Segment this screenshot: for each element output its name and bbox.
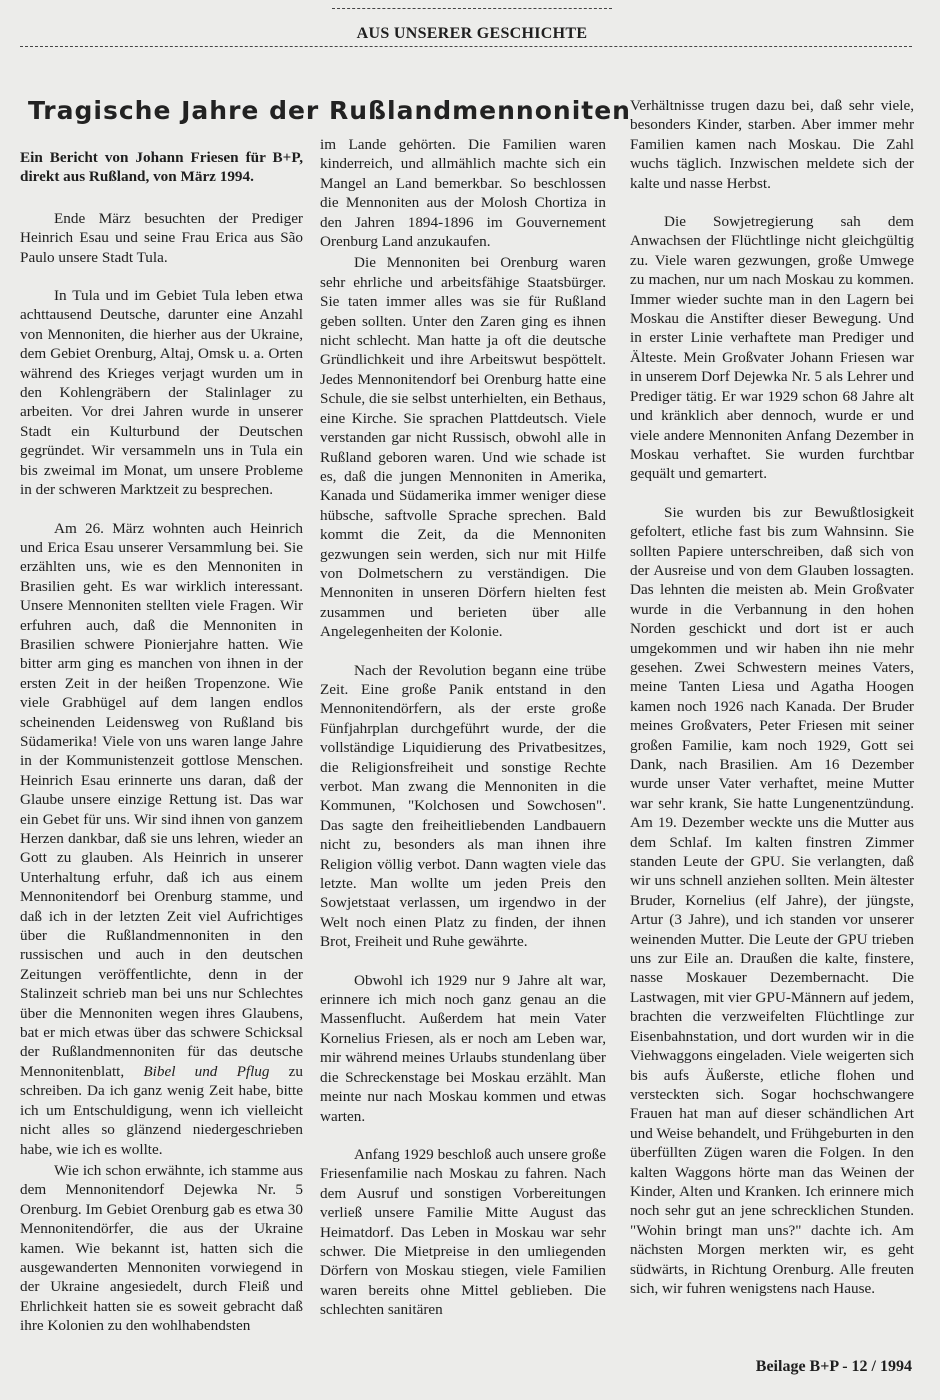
article-subtitle: Ein Bericht von Johann Friesen für B+P, direkt aus Rußland, von März 1994.: [20, 149, 303, 186]
paragraph-text: Am 26. März wohnten auch Heinrich und Erica Esau unserer Versammlung bei. Sie erzählten uns, wie es den Mennoniten in Brasilien geht. Es war wirklich interessant. Unsere Mennoniten stellten viele Fragen. Wir erfuhren auch, daß die Mennoniten in Brasilien schwere Pionierjahre hatten. Wie bitter arm ging es manchen von ihnen in der ersten Zeit in der heißen Tropenzone. Wie viele Grabhügel auf dem langen endlos scheinenden Leidensweg von Rußland bis Südamerika! Viele von uns waren lange Jahre in der Kommunistenzeit gottlose Menschen. Heinrich Esau erinnerte uns daran, daß der Glaube unsere einzige Rettung ist. Das war ein Gebet für uns. Wir sind ihnen von ganzem Herzen dankbar, daß sie uns lehren, wieder an Gott zu glauben. Als Heinrich in unserer Unterhaltung erfuhr, daß ich aus einem Mennonitendorf bei Orenburg stamme, und daß ich in der letzten Zeit viel Aufrichtiges über die Rußlandmennoniten in den russischen und auch in den deutschen Zeitungen veröffentlichte, denn in der Stalinzeit schrieb man bei uns nur Schlechtes über die Mennoniten wegen ihres Glaubens, bat er mich etwas über das schwere Schicksal der Rußlandmennoniten für das deutsche Mennonitenblatt,: [20, 519, 303, 1080]
article-title: Tragische Jahre der Rußlandmennoniten: [28, 96, 631, 125]
section-header: [332, 8, 612, 46]
column-1: [20, 148, 303, 1336]
paragraph: Ende März besuchten der Prediger Heinrich Esau und seine Frau Erica aus São Paulo unsere Stadt Tula.: [20, 209, 303, 266]
paragraph: [20, 519, 303, 1159]
paragraph: Nach der Revolution begann eine trübe Zeit. Eine große Panik entstand in den Mennonitendörfern, als der erste große Fünfjahrplan durchgeführt wurde, der die vollständige Liquidierung des Privatbesitzes, die Religionsfreiheit und sonstige Rechte verbot. Man zwang die Mennoniten in die Kommunen, "Kolchosen und Sowchosen". Das sagte den freiheitliebenden Landbauern nicht zu, besonders als man ihnen ihre Religion völlig verbot. Dann wagten viele das letzte. Man wollte um jeden Preis den Sowjetstaat verlassen, um irgendwo in der Welt noch einen Platz zu finden, der ihnen Brot, Freiheit und Ruhe gewährte.: [320, 661, 606, 951]
paragraph: im Lande gehörten. Die Familien waren kinderreich, und allmählich machte sich ein Mangel an Land bemerkbar. So beschlossen die Mennoniten aus der Molosh Chortiza in den Jahren 1894-1896 im Gouvernement Orenburg Land anzukaufen.: [320, 136, 606, 251]
paragraph-text: zu schreiben. Da ich ganz wenig Zeit habe, bitte ich um Entschuldigung, wenn ich vielleicht nicht alles so glänzend niedergeschrieben habe, wie ich es wollte.: [20, 1062, 304, 1158]
paragraph: Die Sowjetregierung sah dem Anwachsen der Flüchtlinge nicht gleichgültig zu. Viele waren gezwungen, große Umwege zu machen, nur um nach Moskau zu kommen. Immer wieder suchte man in den Lagern bei Moskau die Anstifter dieser Bewegung. Und in erster Linie verhaftete man Prediger und Älteste. Mein Großvater Johann Friesen war in unserem Dorf Dejewka Nr. 5 als Lehrer und Prediger tätig. Er war 1929 schon 68 Jahre alt und kränklich aber dennoch, wurde er und viele andere Mennoniten Anfang Dezember in Moskau verhaftet. Sie wurden furchtbar gequält und gemartert.: [630, 213, 914, 483]
header-bottom-rule: [20, 46, 912, 47]
paragraph: Verhältnisse trugen dazu bei, daß sehr viele, besonders Kinder, starben. Aber immer mehr Familien kamen nach Moskau. Die Zahl wuchs täglich. Inzwischen meldete sich der kalte und nasse Herbst.: [630, 97, 914, 192]
page-footer: Beilage B+P - 12 / 1994: [755, 1358, 912, 1375]
section-title: AUS UNSERER GESCHICHTE: [356, 25, 588, 42]
column-2: [320, 135, 606, 1320]
paragraph: Obwohl ich 1929 nur 9 Jahre alt war, erinnere ich mich noch ganz genau an die Massenflucht. Außerdem hat mein Vater Kornelius Friesen, als er noch am Leben war, mir während meines Urlaubs stundenlang über die Schreckenstage bei Moskau erzählt. Man meinte nur nach Moskau kommen und etwas warten.: [320, 971, 606, 1125]
header-top-rule: [332, 8, 612, 9]
paragraph: Die Mennoniten bei Orenburg waren sehr ehrliche und arbeitsfähige Staatsbürger. Sie taten immer alles was sie für Rußland geben sollten. Unter den Zaren ging es ihnen nicht schlecht. Man hatte ja oft die deutsche Gründlichkeit und ihre Arbeitswut bespöttelt. Jedes Mennonitendorf bei Orenburg hatte eine Schule, die sie selbst unterhielten, ein Bethaus, eine Kirche. Sie sprachen Plattdeutsch. Viele verstanden gar nicht Russisch, obwohl alle in Rußland geboren waren. Und wie schade ist es, daß die jungen Mennoniten in Amerika, Kanada und Südamerika immer weniger diese hübsche, saftvolle Sprache sprechen. Bald kommt die Zeit, da die Mennoniten gezwungen sein werden, sich nur mit Hilfe von Dolmetschern zu verständigen. Die Mennoniten in unseren Dörfern hielten fest zusammen und berieten über alle Angelegenheiten der Kolonie.: [320, 254, 606, 641]
paragraph: Sie wurden bis zur Bewußtlosigkeit gefoltert, etliche fast bis zum Wahnsinn. Sie sollten Papiere unterschreiben, daß sich von der Ausreise und von dem Glauben lossagten. Das lehnten die meisten ab. Mein Großvater wurde in die Verbannung in den hohen Norden geschickt und dort ist er auch umgekommen und wir haben ihn nie mehr gesehen. Zwei Schwestern meines Vaters, meine Tanten Liesa und Agatha Hoogen kamen noch 1926 nach Kanada. Der Bruder meines Großvaters, Peter Friesen mit seiner großen Familie, kam noch 1929, Gott sei Dank, nach Brasilien. Am 16 Dezember wurde unser Vater verhaftet, meine Mutter war sehr krank, Sie hatte Lungenentzündung. Am 19. Dezember weckte uns die Mutter aus dem Schlaf. Im kalten finstren Zimmer standen Leute der GPU. Sie verlangten, daß wir uns schnell anziehen sollten. Mein ältester Bruder, Kornelius (elf Jahre), der jüngste, Artur (3 Jahre), und ich standen vor unserer weinenden Mutter. Die Leute der GPU trieben uns zur Eile an. Draußen die kalte, finstere, nasse Moskauer Dezembernacht. Die Lastwagen, mit vier GPU-Männern auf jedem, brachten die verzweifelten Flüchtlinge zur Eisenbahnstation, und dort wurden wir in die Viehwaggons eingeladen. Viele weigerten sich bis aufs Äußerste, etliche flohen und versteckten sich. Sogar hochschwangere Frauen hat man auf dieser schändlichen Art und Weise behandelt, und Frühgeburten in den überfüllten Zügen waren die Folgen. In den kalten Waggons hörte man das Weinen der Kinder, Alten und Kranken. Ich erinnere mich noch sehr gut an jene schrecklichen Stunden. "Wohin bringt man uns?" dachte ich. Am nächsten Morgen merkten wir, es geht südwärts, in Richtung Orenburg. Alle freuten sich, wir fuhren wenigstens nach Hause.: [630, 503, 914, 1297]
paragraph: In Tula und im Gebiet Tula leben etwa achttausend Deutsche, darunter eine Anzahl von Mennoniten, die hierher aus der Ukraine, dem Gebiet Orenburg, Altaj, Omsk u. a. Orten während des Krieges verjagt wurden um in den Kohlengräbern der Stalinlager zu arbeiten. Vor drei Jahren wurde in unserer Stadt ein Kulturbund der Deutschen gegründet. Wir versammeln uns in Tula ein bis zweimal im Monat, um unsere Probleme in der schweren Marktzeit zu besprechen.: [20, 287, 303, 499]
paragraph: Wie ich schon erwähnte, ich stamme aus dem Mennonitendorf Dejewka Nr. 5 Orenburg. Im Gebiet Orenburg gab es etwa 30 Mennonitendörfer, die aus der Ukraine kamen. Wie bekannt ist, hatten sich die ausgewanderten Mennoniten vorwiegend in der Ukraine angesiedelt, durch Fleiß und Ehrlichkeit hatten sie es soweit gebracht daß ihre Kolonien zu den wohlhabendsten: [20, 1161, 303, 1335]
paragraph: Anfang 1929 beschloß auch unsere große Friesenfamilie nach Moskau zu fahren. Nach dem Ausruf und sonstigen Vorbereitungen verließ unsere Familie Mitte August das Heimatdorf. Das Leben in Moskau war sehr schwer. Die Mietpreise in den umliegenden Dörfern von Moskau stiegen, viele Familien waren bereits ohne Mittel geblieben. Die schlechten sanitären: [320, 1145, 606, 1319]
publication-name: Bibel und Pflug: [143, 1062, 270, 1080]
column-3: [630, 96, 914, 1298]
